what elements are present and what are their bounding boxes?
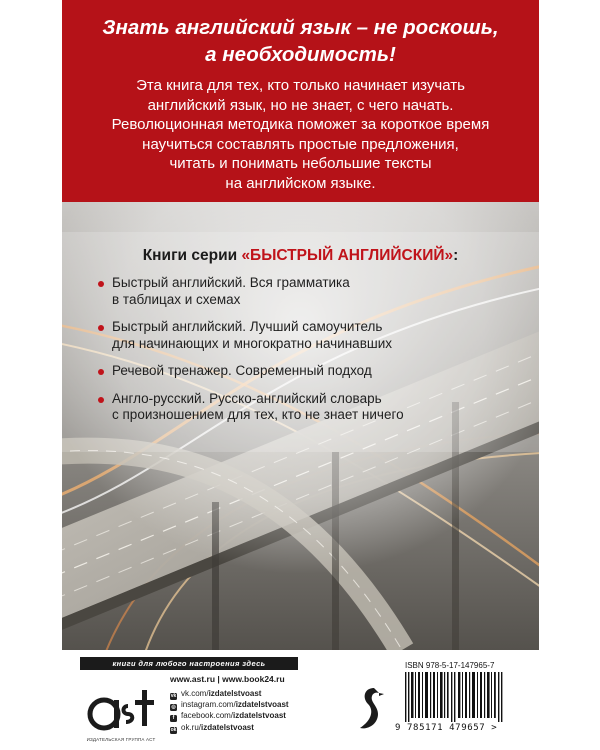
- intro-line: на английском языке.: [225, 174, 376, 192]
- intro-line: научиться составлять простые предложения,: [142, 135, 459, 153]
- social-prefix: vk.com/: [181, 689, 209, 698]
- social-handle: izdatelstvoast: [208, 689, 262, 698]
- intro-line: английский язык, но не знает, с чего начать.: [147, 96, 454, 114]
- intro-line: читать и понимать небольшие тексты: [169, 155, 432, 172]
- series-name: «БЫСТРЫЙ АНГЛИЙСКИЙ»: [241, 247, 454, 264]
- social-link-ok[interactable]: [170, 722, 289, 733]
- book-list-item: [98, 391, 518, 424]
- social-handle: izdatelstvoast: [201, 722, 254, 732]
- book-title-line: в таблицах и схемах: [112, 291, 241, 307]
- publisher-tagline: книги для любого настроения здесь: [80, 657, 298, 670]
- book-title-line: Быстрый английский. Вся грамматика: [112, 275, 350, 290]
- series-prefix: Книги серии: [142, 247, 242, 264]
- age-rating-swan-icon: [350, 684, 386, 734]
- social-prefix: ok.ru/: [181, 722, 202, 732]
- vk-icon: vk: [170, 693, 177, 699]
- intro-line: Эта книга для тех, кто только начинает изучать: [136, 77, 465, 94]
- book-list-item: [98, 319, 518, 352]
- social-handle: izdatelstvoast: [235, 700, 289, 710]
- highway-illustration: [62, 202, 539, 650]
- series-title: [62, 247, 539, 265]
- intro-text: [62, 76, 539, 193]
- facebook-icon: f: [170, 715, 177, 722]
- social-link-facebook[interactable]: [170, 710, 289, 721]
- ok-icon: ok: [170, 726, 177, 733]
- barcode-icon: [403, 672, 508, 722]
- social-prefix: instagram.com/: [181, 700, 236, 710]
- intro-line: Революционная методика поможет за короткое время: [111, 116, 490, 133]
- publisher-caption: ИЗДАТЕЛЬСКАЯ ГРУППА АСТ: [86, 737, 156, 742]
- series-suffix: :: [453, 247, 459, 264]
- highway-interchange-photo: [62, 202, 539, 650]
- book-title-line: Англо-русский. Русско-английский словарь: [112, 390, 382, 406]
- headline-line-2: а необходимость!: [205, 43, 396, 66]
- book-title-line: Быстрый английский. Лучший самоучитель: [112, 319, 383, 334]
- instagram-icon: ◎: [171, 704, 176, 711]
- headline-line-1: Знать английский язык – не роскошь,: [102, 16, 499, 39]
- ast-logo-icon: [86, 684, 156, 738]
- social-prefix: facebook.com/: [181, 711, 234, 721]
- book-title-line: для начинающих и многократно начинавших: [112, 335, 392, 351]
- book-list-item: [98, 363, 518, 380]
- barcode-digits: 9 785171 479657 >: [395, 723, 498, 733]
- headline: [62, 14, 539, 68]
- social-handle: izdatelstvoast: [233, 711, 286, 721]
- publisher-websites[interactable]: www.ast.ru | www.book24.ru: [170, 674, 285, 684]
- isbn-number: ISBN 978-5-17-147965-7: [405, 661, 495, 670]
- social-link-vk[interactable]: [170, 688, 289, 699]
- series-book-list: [98, 275, 518, 424]
- book-list-item: [98, 275, 518, 308]
- book-title-line: с произношением для тех, кто не знает ничего: [112, 407, 404, 422]
- social-links: [170, 688, 289, 733]
- book-title-line: Речевой тренажер. Современный подход: [112, 363, 372, 378]
- social-link-instagram[interactable]: [170, 699, 289, 710]
